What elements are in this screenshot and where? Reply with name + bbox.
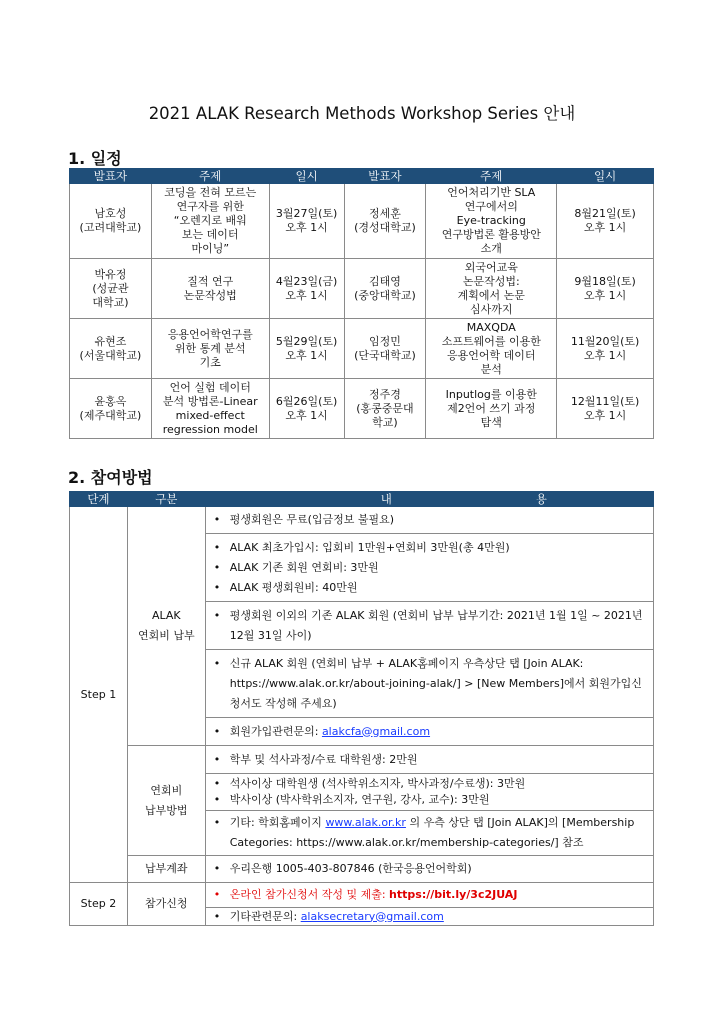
topic-cell: 질적 연구 논문작성법 (151, 259, 269, 319)
list-item: • ALAK 기존 회원 연회비: 3만원 (214, 558, 645, 578)
content-cell (205, 602, 653, 650)
topic-cell: 외국어교육 논문작성법: 계획에서 논문 심사까지 (426, 259, 557, 319)
content-cell (205, 883, 653, 908)
homepage-link[interactable]: www.alak.or.kr (325, 816, 406, 829)
presenter-cell: 정주경 (홍콩중문대 학교) (344, 379, 426, 439)
date-cell: 4월23일(금) 오후 1시 (269, 259, 344, 319)
topic-cell: Inputlog를 이용한 제2언어 쓰기 과정 탐색 (426, 379, 557, 439)
content-cell (205, 718, 653, 746)
col-header: 주제 (151, 169, 269, 184)
table-row (70, 259, 654, 319)
list-item: • 평생회원은 무료(입금정보 불필요) (214, 510, 645, 530)
schedule-table (69, 168, 654, 439)
list-item (214, 813, 645, 853)
presenter-cell: 유현조 (서울대학교) (70, 319, 152, 379)
presenter-cell: 임정민 (단국대학교) (344, 319, 426, 379)
table-row (70, 507, 654, 534)
date-cell: 6월26일(토) 오후 1시 (269, 379, 344, 439)
list-item: • 석사이상 대학원생 (석사학위소지자, 박사과정/수료생): 3만원 (214, 776, 645, 792)
category-cell: 연회비 납부방법 (127, 746, 205, 856)
presenter-cell: 박유정 (성균관 대학교) (70, 259, 152, 319)
list-item: • 평생회원 이외의 기존 ALAK 회원 (연회비 납부 납부기간: 2021년 1월 1일 ~ 2021년 12월 31일 사이) (214, 606, 645, 646)
list-item: • 신규 ALAK 회원 (연회비 납부 + ALAK홈페이지 우측상단 탭 [Join ALAK: https://www.alak.or.kr/about-joining-alak/] > [New Members]에서 회원가입신청서도 작성해 주세요) (214, 654, 645, 714)
presenter-cell: 정세훈 (경성대학교) (344, 184, 426, 259)
step-cell: Step 2 (70, 883, 128, 926)
date-cell: 12월11일(토) 오후 1시 (557, 379, 654, 439)
col-header-content-part2: 용 (535, 492, 547, 506)
col-header-step: 단계 (70, 492, 128, 507)
list-item (214, 722, 645, 742)
content-cell (205, 650, 653, 718)
content-cell (205, 774, 653, 811)
content-cell (205, 856, 653, 883)
table-row (70, 746, 654, 774)
topic-cell: 언어 실험 데이터 분석 방법론-Linear mixed-effect regression model (151, 379, 269, 439)
category-cell: ALAK 연회비 납부 (127, 507, 205, 746)
category-cell: 납부계좌 (127, 856, 205, 883)
topic-cell: 언어처리기반 SLA 연구에서의 Eye-tracking 연구방법론 활용방안 소개 (426, 184, 557, 259)
list-item: • ALAK 최초가입시: 입회비 1만원+연회비 3만원(총 4만원) (214, 538, 645, 558)
col-header: 일시 (269, 169, 344, 184)
col-header-category: 구분 (127, 492, 205, 507)
list-item (214, 885, 645, 905)
col-header-content-part1: 내 (380, 492, 392, 506)
col-header: 발표자 (70, 169, 152, 184)
content-cell (205, 908, 653, 926)
etc-rest: 의 우측 상단 탭 [Join ALAK]의 [Membership Categories: https://www.alak.or.kr/membership-categories/] 참조 (229, 816, 635, 849)
presenter-cell: 김태영 (중앙대학교) (344, 259, 426, 319)
participation-header-row (70, 492, 654, 507)
topic-cell: 응용언어학연구를 위한 통계 분석 기초 (151, 319, 269, 379)
email-link[interactable]: alaksecretary@gmail.com (300, 909, 444, 923)
list-item (214, 909, 645, 925)
date-cell: 9월18일(토) 오후 1시 (557, 259, 654, 319)
content-cell (205, 507, 653, 534)
topic-cell: 코딩을 전혀 모르는 연구자를 위한 “오렌지로 배워 보는 데이터 마이닝” (151, 184, 269, 259)
table-row (70, 184, 654, 259)
list-item: • 우리은행 1005-403-807846 (한국응용언어학회) (214, 859, 645, 879)
col-header: 일시 (557, 169, 654, 184)
schedule-header-row (70, 169, 654, 184)
content-cell (205, 534, 653, 602)
date-cell: 11월20일(토) 오후 1시 (557, 319, 654, 379)
etc-label: 기타: 학회홈페이지 (229, 816, 326, 829)
email-link[interactable]: alakcfa@gmail.com (321, 724, 431, 738)
section-heading-schedule: 1. 일정 (68, 149, 122, 168)
page-title: 2021 ALAK Research Methods Workshop Series 안내 (148, 104, 576, 123)
list-item: • 학부 및 석사과정/수료 대학원생: 2만원 (214, 750, 645, 770)
col-header-content (205, 492, 653, 507)
date-cell: 8월21일(토) 오후 1시 (557, 184, 654, 259)
inquiry-label: 회원가입관련문의: (229, 724, 322, 738)
table-row (70, 883, 654, 908)
col-header: 주제 (426, 169, 557, 184)
presenter-cell: 남호성 (고려대학교) (70, 184, 152, 259)
date-cell: 3월27일(토) 오후 1시 (269, 184, 344, 259)
etc-inquiry-label: 기타관련문의: (229, 909, 301, 923)
topic-cell: MAXQDA 소프트웨어를 이용한 응용언어학 데이터 분석 (426, 319, 557, 379)
category-cell: 참가신청 (127, 883, 205, 926)
content-cell (205, 746, 653, 774)
presenter-cell: 윤홍옥 (제주대학교) (70, 379, 152, 439)
list-item: • ALAK 평생회원비: 40만원 (214, 578, 645, 598)
step-cell: Step 1 (70, 507, 128, 883)
section-heading-participation: 2. 참여방법 (68, 468, 153, 487)
date-cell: 5월29일(토) 오후 1시 (269, 319, 344, 379)
table-row (70, 379, 654, 439)
content-cell (205, 811, 653, 856)
col-header: 발표자 (344, 169, 426, 184)
apply-label: 온라인 참가신청서 작성 및 제출: (229, 888, 390, 901)
table-row (70, 319, 654, 379)
table-row (70, 856, 654, 883)
list-item: • 박사이상 (박사학위소지자, 연구원, 강사, 교수): 3만원 (214, 792, 645, 808)
apply-link[interactable]: https://bit.ly/3c2JUAJ (389, 888, 518, 901)
participation-table (69, 491, 654, 926)
